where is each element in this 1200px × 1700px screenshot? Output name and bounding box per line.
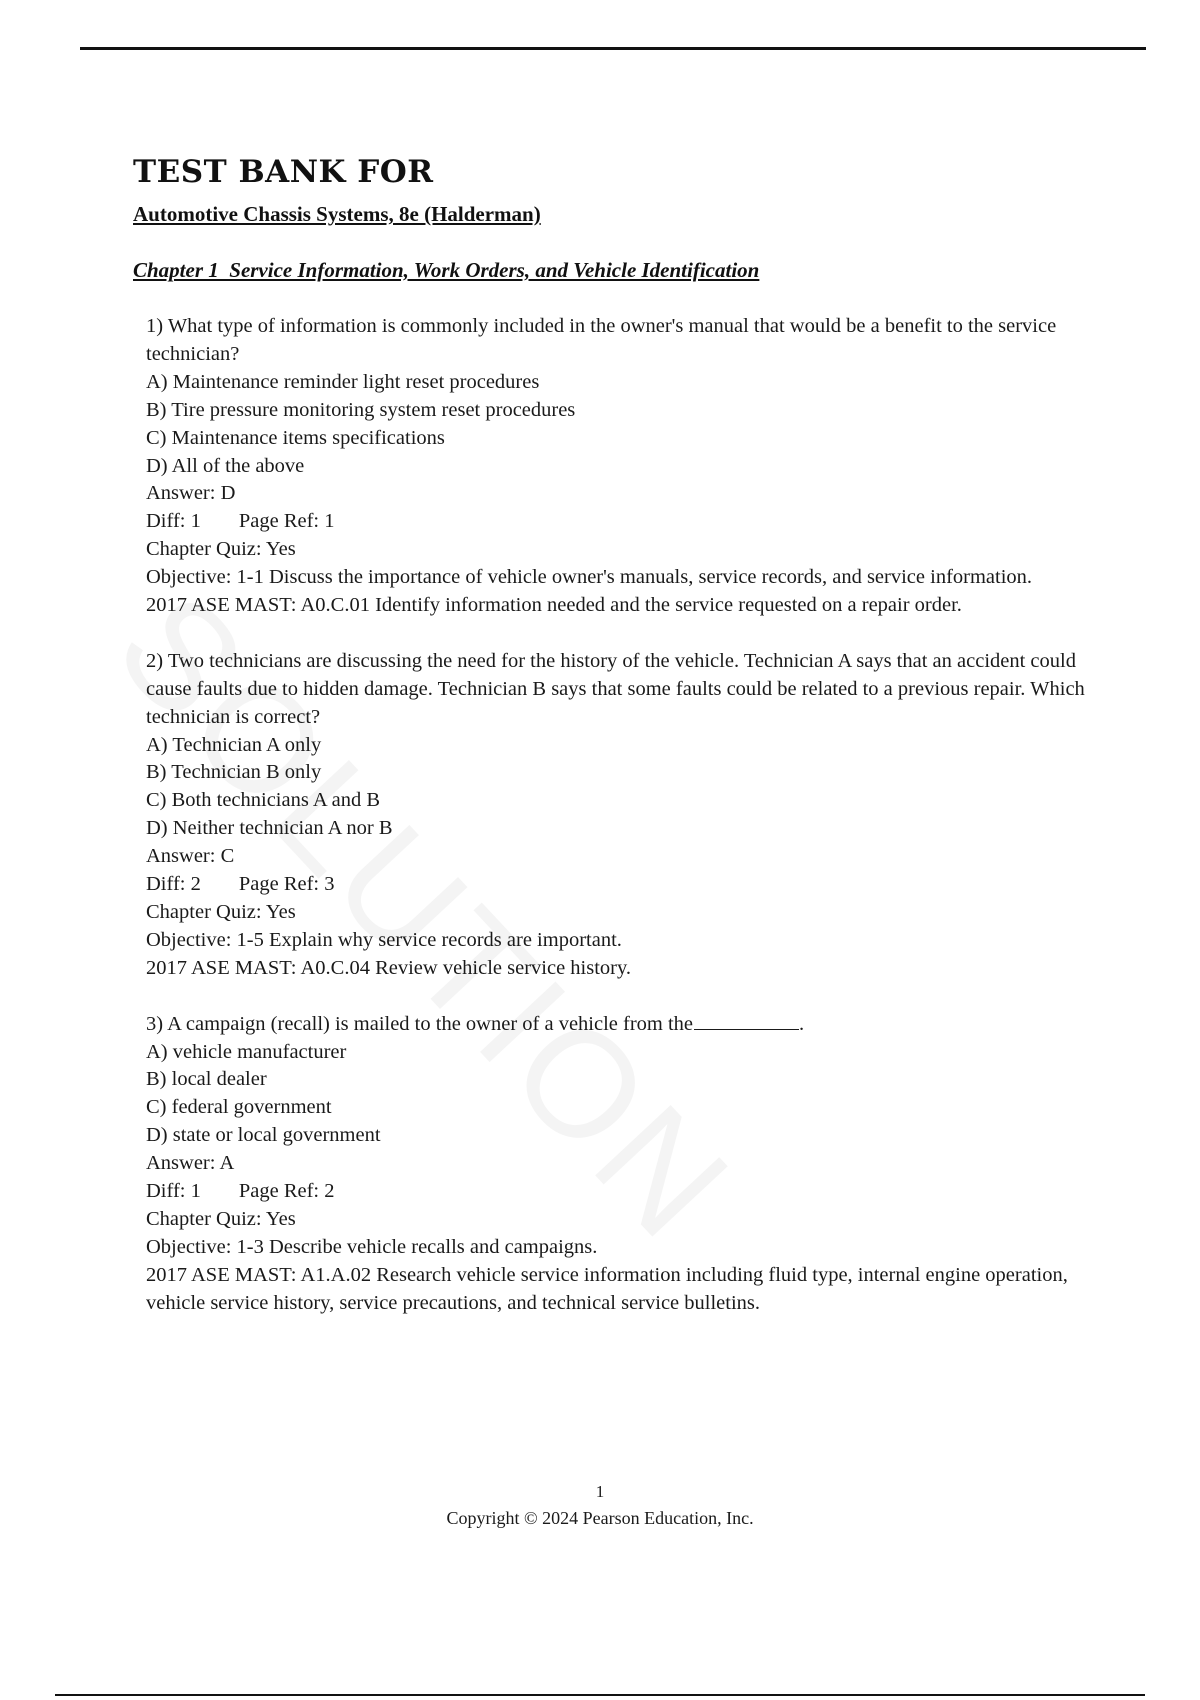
page-reference: Page Ref: 1: [238, 510, 335, 533]
answer-option: B) Tire pressure monitoring system reset procedures: [146, 398, 576, 421]
question-text: 1) What type of information is commonly included in the owner's manual that would be a benefit to the service technician?: [146, 315, 1057, 365]
ase-standard: 2017 ASE MAST: A0.C.04 Review vehicle service history.: [146, 956, 632, 979]
question-item: [146, 1011, 1096, 1318]
test-bank-heading: TEST BANK FOR: [133, 154, 434, 190]
copyright-notice: Copyright © 2024 Pearson Education, Inc.: [446, 1508, 754, 1528]
page-reference: Page Ref: 2: [238, 1180, 335, 1203]
difficulty-row: [146, 871, 1096, 899]
difficulty: Diff: 1: [146, 1180, 201, 1203]
question-text-start: 3) A campaign (recall) is mailed to the owner of a vehicle from the: [146, 1012, 694, 1035]
answer-option: B) local dealer: [146, 1068, 267, 1091]
answer-key: Answer: C: [146, 845, 235, 868]
answer-option: A) vehicle manufacturer: [146, 1040, 347, 1063]
question-text: [146, 1011, 1096, 1039]
question-text: 2) Two technicians are discussing the need for the history of the vehicle. Technician A says that an accident could cause faults due to hidden damage. Technician B says that some faults could be related to a previous repair. Which technician is correct?: [146, 649, 1085, 728]
difficulty-row: [146, 1178, 1096, 1206]
difficulty-row: [146, 508, 1096, 536]
answer-option: A) Technician A only: [146, 733, 322, 756]
answer-key: Answer: D: [146, 482, 236, 505]
fill-in-blank: [694, 1011, 799, 1030]
book-title: Automotive Chassis Systems, 8e (Halderman): [133, 202, 541, 226]
chapter-quiz: Chapter Quiz: Yes: [146, 1207, 296, 1230]
objective: Objective: 1-1 Discuss the importance of vehicle owner's manuals, service records, and service information.: [146, 566, 1033, 589]
page-reference: Page Ref: 3: [238, 873, 335, 896]
answer-option: D) All of the above: [146, 454, 305, 477]
chapter-quiz: Chapter Quiz: Yes: [146, 901, 296, 924]
answer-option: C) Maintenance items specifications: [146, 426, 445, 449]
ase-standard: 2017 ASE MAST: A1.A.02 Research vehicle service information including fluid type, internal engine operation, vehicle service history, service precautions, and technical service bulletins.: [146, 1263, 1068, 1314]
question-item: [146, 648, 1096, 983]
answer-option: B) Technician B only: [146, 761, 322, 784]
page-number: 1: [595, 1482, 605, 1501]
answer-option: C) federal government: [146, 1096, 332, 1119]
question-text-end: .: [799, 1012, 805, 1035]
question-item: [146, 313, 1096, 620]
answer-option: D) Neither technician A nor B: [146, 817, 393, 840]
chapter-quiz: Chapter Quiz: Yes: [146, 538, 296, 561]
objective: Objective: 1-5 Explain why service records are important.: [146, 928, 622, 951]
answer-option: D) state or local government: [146, 1124, 381, 1147]
ase-standard: 2017 ASE MAST: A0.C.01 Identify information needed and the service requested on a repair order.: [146, 594, 962, 617]
answer-key: Answer: A: [146, 1152, 235, 1175]
answer-option: A) Maintenance reminder light reset procedures: [146, 370, 540, 393]
bottom-rule: [55, 1694, 1145, 1696]
chapter-title: Chapter 1 Service Information, Work Orders, and Vehicle Identification: [133, 258, 760, 282]
difficulty: Diff: 1: [146, 510, 201, 533]
question-list: [146, 313, 1096, 1345]
top-rule: [80, 47, 1146, 50]
answer-option: C) Both technicians A and B: [146, 789, 381, 812]
objective: Objective: 1-3 Describe vehicle recalls and campaigns.: [146, 1235, 598, 1258]
difficulty: Diff: 2: [146, 873, 201, 896]
